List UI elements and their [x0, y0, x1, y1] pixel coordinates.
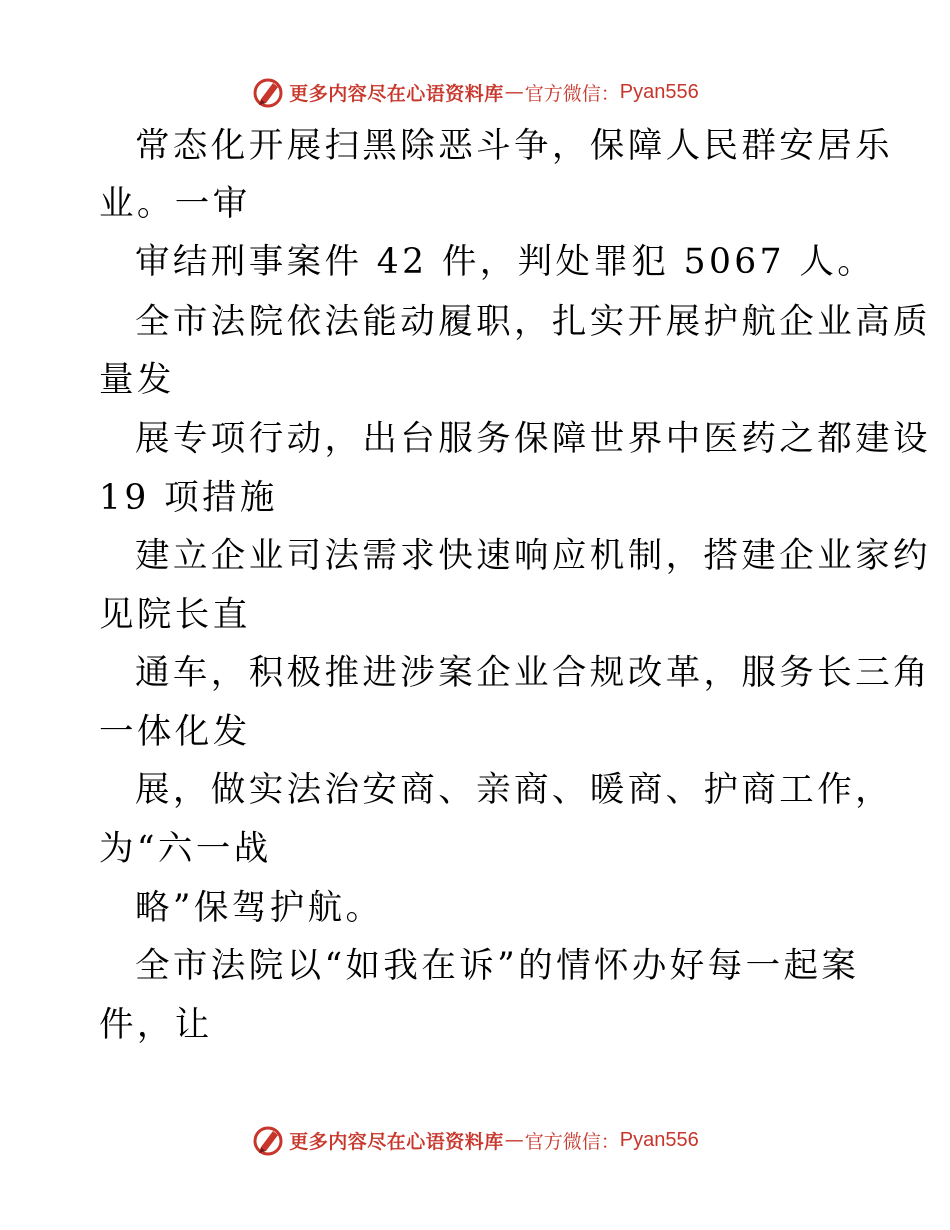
body-line: 展专项行动，出台服务保障世界中医药之都建设	[135, 419, 931, 459]
body-line: 业。一审	[99, 184, 251, 224]
body-line: 量发	[99, 360, 175, 400]
pen-logo-icon	[251, 1123, 285, 1157]
body-line: 常态化开展扫黑除恶斗争，保障人民群安居乐	[135, 126, 893, 166]
banner-text: 更多内容尽在心语资料库	[289, 82, 504, 105]
banner-text: 更多内容尽在心语资料库	[289, 1130, 504, 1153]
banner-wechat-id: Pyan556	[619, 80, 699, 103]
body-line: 见院长直	[99, 595, 251, 635]
banner-wechat-id: Pyan556	[619, 1128, 699, 1151]
header-watermark-banner	[0, 72, 950, 112]
body-line: 展，做实法治安商、亲商、暖商、护商工作，	[135, 770, 893, 810]
body-line: 19 项措施	[99, 478, 278, 518]
footer-watermark-banner	[0, 1120, 950, 1160]
body-line: 全市法院依法能动履职，扎实开展护航企业高质	[135, 302, 931, 342]
pen-logo-icon	[251, 75, 285, 109]
banner-official-label: 官方微信：	[524, 82, 620, 105]
body-line: 为“六一战	[99, 829, 272, 869]
body-line: 件，让	[99, 1005, 213, 1045]
body-line: 通车，积极推进涉案企业合规改革，服务长三角	[135, 653, 931, 693]
banner-separator: —	[504, 81, 524, 103]
banner-separator: —	[504, 1129, 524, 1151]
body-line: 略”保驾护航。	[135, 888, 384, 928]
banner-official-label: 官方微信：	[524, 1130, 620, 1153]
body-line: 建立企业司法需求快速响应机制，搭建企业家约	[135, 536, 931, 576]
body-line: 一体化发	[99, 712, 251, 752]
body-line: 全市法院以“如我在诉”的情怀办好每一起案	[135, 946, 860, 986]
body-line: 审结刑事案件 42 件，判处罪犯 5067 人。	[135, 242, 876, 282]
